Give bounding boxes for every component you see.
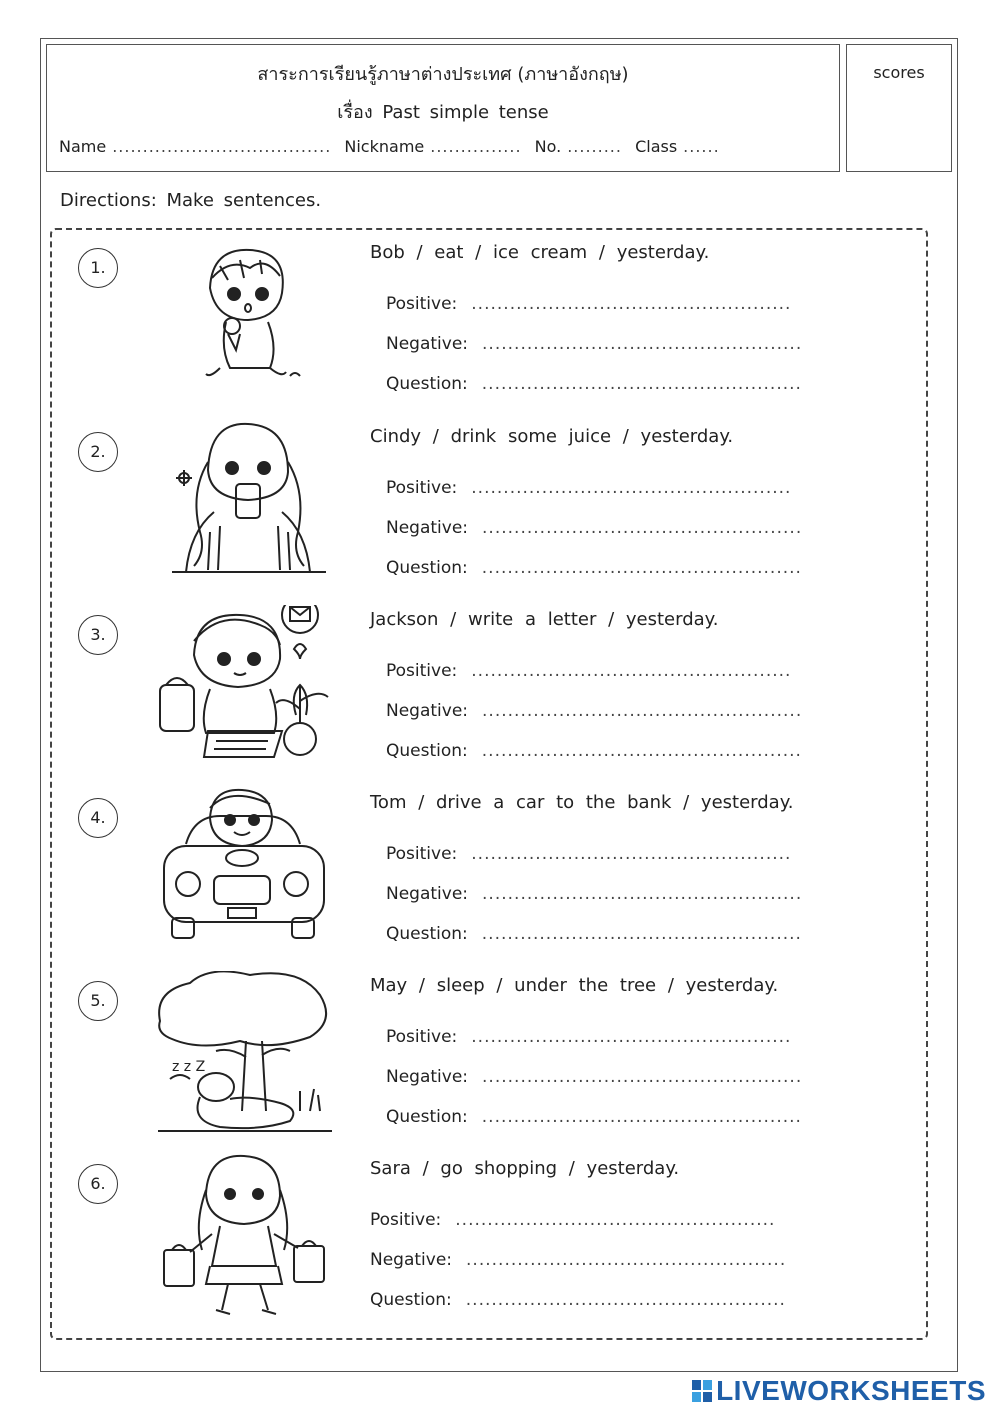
item-number: 2. bbox=[78, 432, 118, 472]
question-answer[interactable]: .................................................. bbox=[481, 558, 802, 578]
positive-label: Positive: bbox=[370, 1210, 442, 1230]
item-number: 4. bbox=[78, 798, 118, 838]
svg-text:z z Z: z z Z bbox=[172, 1059, 206, 1075]
positive-line bbox=[370, 1210, 775, 1230]
sentence-prompt: Bob / eat / ice cream / yesterday. bbox=[370, 242, 710, 263]
question-answer[interactable]: .................................................. bbox=[481, 741, 802, 761]
sentence-prompt: Sara / go shopping / yesterday. bbox=[370, 1158, 680, 1179]
question-label: Question: bbox=[386, 741, 468, 761]
negative-line bbox=[386, 518, 802, 538]
negative-answer[interactable]: .................................................. bbox=[482, 518, 803, 538]
negative-answer[interactable]: .................................................. bbox=[482, 1067, 803, 1087]
positive-answer[interactable]: .................................................. bbox=[471, 661, 792, 681]
exercise-item bbox=[0, 242, 1000, 428]
negative-label: Negative: bbox=[386, 701, 469, 721]
exercise-item bbox=[0, 426, 1000, 612]
name-label: Name bbox=[59, 137, 107, 156]
class-label: Class bbox=[635, 137, 678, 156]
question-answer[interactable]: .................................................. bbox=[481, 924, 802, 944]
negative-line bbox=[386, 334, 802, 354]
girl-shopping-icon bbox=[150, 1154, 340, 1324]
question-line bbox=[386, 558, 802, 578]
sentence-prompt: Jackson / write a letter / yesterday. bbox=[370, 609, 719, 630]
item-number: 3. bbox=[78, 615, 118, 655]
negative-answer[interactable]: .................................................. bbox=[482, 334, 803, 354]
liveworksheets-logo bbox=[692, 1376, 986, 1406]
boy-writing-letter-icon bbox=[150, 605, 340, 775]
positive-answer[interactable]: .................................................. bbox=[471, 478, 792, 498]
negative-answer[interactable]: .................................................. bbox=[482, 701, 803, 721]
question-answer[interactable]: .................................................. bbox=[465, 1290, 786, 1310]
negative-line bbox=[386, 701, 802, 721]
item-number: 6. bbox=[78, 1164, 118, 1204]
positive-line bbox=[386, 478, 791, 498]
question-label: Question: bbox=[386, 924, 468, 944]
positive-label: Positive: bbox=[386, 661, 458, 681]
item-number: 5. bbox=[78, 981, 118, 1021]
question-label: Question: bbox=[386, 1107, 468, 1127]
positive-label: Positive: bbox=[386, 478, 458, 498]
positive-answer[interactable]: .................................................. bbox=[471, 844, 792, 864]
student-info-row bbox=[59, 137, 726, 156]
negative-line bbox=[370, 1250, 786, 1270]
exercise-item bbox=[0, 609, 1000, 795]
positive-answer[interactable]: .................................................. bbox=[471, 294, 792, 314]
positive-answer[interactable]: .................................................. bbox=[455, 1210, 776, 1230]
name-field[interactable]: .................................... bbox=[112, 137, 332, 156]
exercise-item bbox=[0, 975, 1000, 1161]
question-answer[interactable]: .................................................. bbox=[481, 374, 802, 394]
number-field[interactable]: ......... bbox=[567, 137, 622, 156]
negative-label: Negative: bbox=[386, 884, 469, 904]
negative-answer[interactable]: .................................................. bbox=[466, 1250, 787, 1270]
negative-line bbox=[386, 1067, 802, 1087]
question-label: Question: bbox=[386, 374, 468, 394]
sentence-prompt: May / sleep / under the tree / yesterday. bbox=[370, 975, 779, 996]
negative-label: Negative: bbox=[386, 1067, 469, 1087]
negative-label: Negative: bbox=[370, 1250, 453, 1270]
exercise-item bbox=[0, 1158, 1000, 1344]
question-line bbox=[386, 924, 802, 944]
positive-label: Positive: bbox=[386, 844, 458, 864]
positive-line bbox=[386, 661, 791, 681]
topic-title: เรื่อง Past simple tense bbox=[337, 102, 549, 123]
positive-label: Positive: bbox=[386, 294, 458, 314]
nickname-field[interactable]: ............... bbox=[430, 137, 522, 156]
girl-sleeping-under-tree-icon bbox=[150, 971, 340, 1141]
question-label: Question: bbox=[370, 1290, 452, 1310]
girl-drinking-juice-icon bbox=[150, 422, 340, 592]
question-line bbox=[386, 374, 802, 394]
negative-line bbox=[386, 884, 802, 904]
nickname-label: Nickname bbox=[344, 137, 425, 156]
negative-label: Negative: bbox=[386, 518, 469, 538]
negative-answer[interactable]: .................................................. bbox=[482, 884, 803, 904]
number-label: No. bbox=[534, 137, 562, 156]
question-label: Question: bbox=[386, 558, 468, 578]
positive-line bbox=[386, 294, 791, 314]
scores-label: scores bbox=[873, 63, 925, 82]
item-number: 1. bbox=[78, 248, 118, 288]
positive-label: Positive: bbox=[386, 1027, 458, 1047]
boy-driving-car-icon bbox=[150, 788, 340, 958]
worksheet-header bbox=[46, 44, 840, 172]
sentence-prompt: Tom / drive a car to the bank / yesterday. bbox=[370, 792, 794, 813]
liveworksheets-mark-icon bbox=[692, 1380, 712, 1402]
directions-text: Directions: Make sentences. bbox=[60, 190, 322, 211]
score-box bbox=[846, 44, 952, 172]
sentence-prompt: Cindy / drink some juice / yesterday. bbox=[370, 426, 734, 447]
question-answer[interactable]: .................................................. bbox=[481, 1107, 802, 1127]
positive-answer[interactable]: .................................................. bbox=[471, 1027, 792, 1047]
class-field[interactable]: ...... bbox=[683, 137, 720, 156]
exercise-item bbox=[0, 792, 1000, 978]
question-line bbox=[370, 1290, 786, 1310]
question-line bbox=[386, 741, 802, 761]
brand-name: LIVEWORKSHEETS bbox=[716, 1375, 986, 1406]
question-line bbox=[386, 1107, 802, 1127]
boy-eating-ice-cream-icon bbox=[150, 238, 340, 408]
negative-label: Negative: bbox=[386, 334, 469, 354]
positive-line bbox=[386, 844, 791, 864]
subject-title: สาระการเรียนรู้ภาษาต่างประเทศ (ภาษาอังกฤษ) bbox=[257, 64, 629, 85]
positive-line bbox=[386, 1027, 791, 1047]
